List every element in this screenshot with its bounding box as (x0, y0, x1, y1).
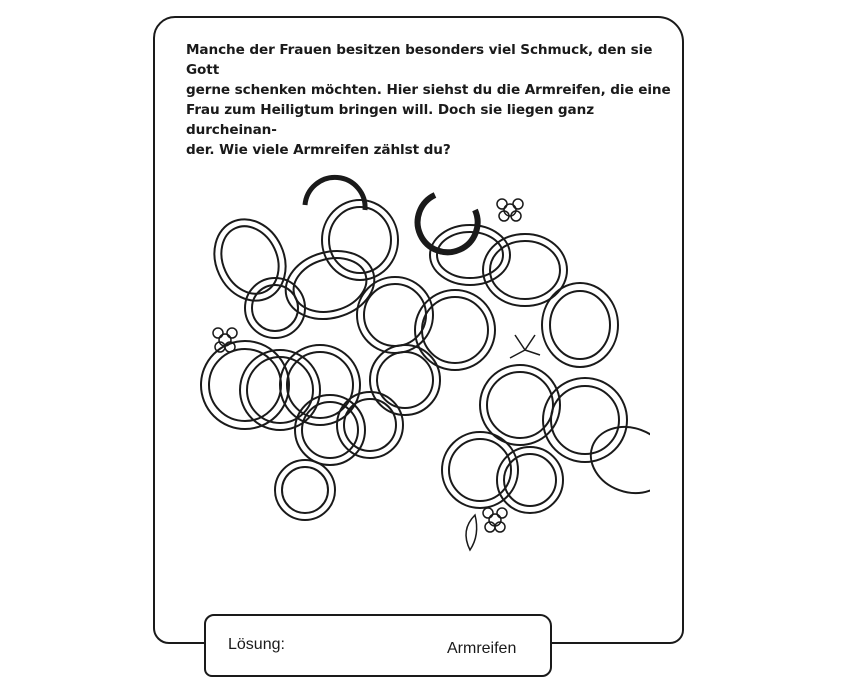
task-line: Frau zum Heiligtum bringen will. Doch sie liegen ganz durcheinan- (186, 102, 595, 138)
task-instructions (186, 40, 681, 160)
task-line: Manche der Frauen besitzen besonders viel Schmuck, den sie Gott (186, 42, 653, 78)
task-line: der. Wie viele Armreifen zählst du? (186, 142, 451, 158)
answer-label: Lösung: (228, 636, 285, 653)
answer-unit: Armreifen (447, 640, 517, 657)
answer-input[interactable] (306, 634, 440, 660)
task-line: gerne schenken möchten. Hier siehst du die Armreifen, die eine (186, 82, 671, 98)
answer-box (204, 614, 552, 677)
tangled-bracelets-illustration (180, 160, 650, 570)
